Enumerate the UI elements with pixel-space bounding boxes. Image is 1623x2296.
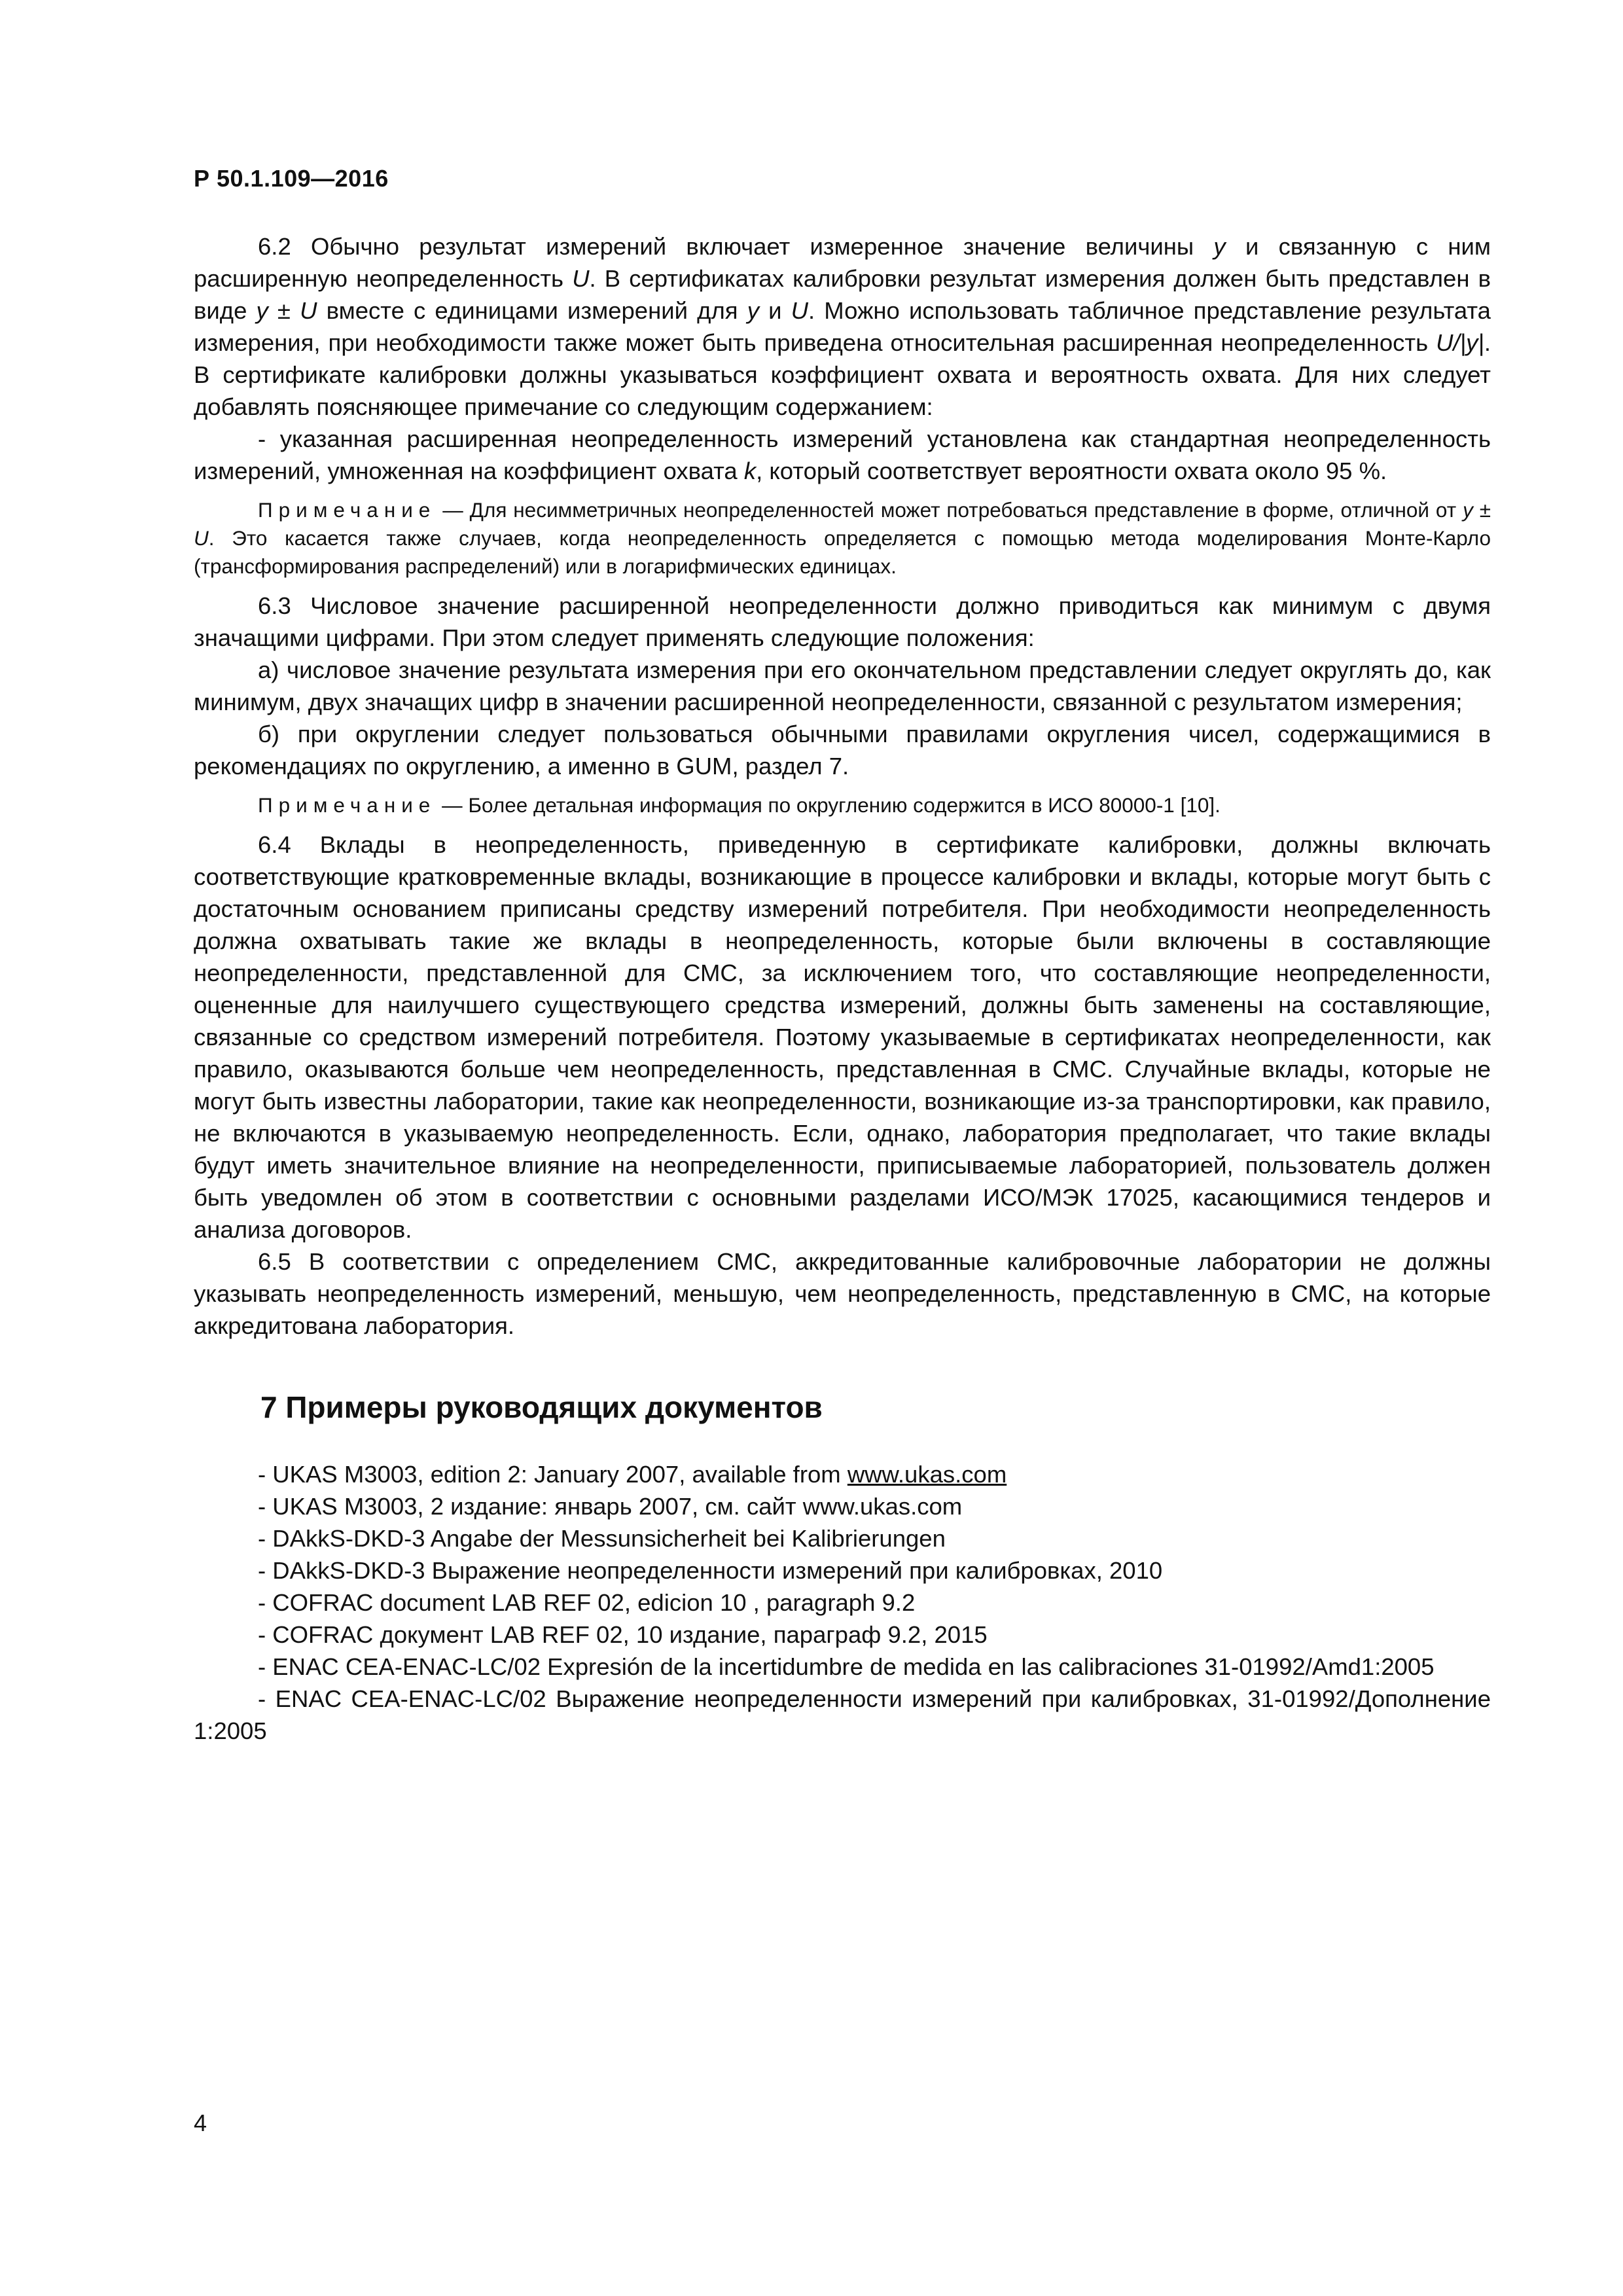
reference-item (194, 1458, 1491, 1490)
document-code: Р 50.1.109—2016 (194, 165, 389, 192)
text-run: 6.2 Обычно результат измерений включает измеренное значение величины (258, 233, 1214, 260)
section-7-title: 7 Примеры руководящих документов (260, 1390, 823, 1424)
formula-y-pm-u: y ± U (256, 297, 317, 324)
symbol-u: U (572, 265, 590, 292)
symbol-y: y (1213, 233, 1226, 260)
text-run: — Для несимметричных неопределенностей может потребоваться представление в форме, отличной от (436, 498, 1463, 522)
text-run: - указанная расширенная неопределенность измерений установлена как стандартная неопределенность измерений, умноженная на коэффициент охвата (194, 425, 1491, 484)
text-run: , который соответствует вероятности охвата около 95 %. (756, 457, 1387, 484)
note-6-2 (194, 496, 1491, 581)
text-run: . Это касается также случаев, когда неопределенность определяется с помощью метода моделирования Монте-Карло (трансформирования распределений) или в логарифмических единицах. (194, 526, 1491, 578)
paragraph-6-3-a: а) числовое значение результата измерения при его окончательном представлении следует округлять до, как минимум, двух значащих цифр в значении расширенной неопределенности, связанной с результатом измерения; (194, 656, 1491, 715)
reference-item: - UKAS M3003, 2 издание: январь 2007, см. сайт www.ukas.com (258, 1493, 963, 1520)
text-run: . В сертификатах калибровки результат измерения должен быть представлен в виде (194, 265, 1491, 324)
paragraph-6-2-statement (194, 423, 1491, 487)
note-label: Примечание (258, 793, 437, 817)
reference-item: - ENAC CEA-ENAC-LC/02 Выражение неопределенности измерений при калибровках, 31-01992/Дополнение 1:2005 (194, 1685, 1491, 1744)
text-run: . Можно использовать табличное представление результата измерения, при необходимости также может быть приведена относительная расширенная неопределенность (194, 297, 1491, 356)
text-run: . В сертификате калибровки должны указываться коэффициент охвата и вероятность охвата. Для них следует добавлять поясняющее примечание со следующим содержанием: (194, 329, 1491, 420)
text-run: вместе с единицами измерений для (317, 297, 747, 324)
paragraph-6-2 (194, 230, 1491, 423)
document-body (194, 230, 1491, 1747)
reference-item: - COFRAC документ LAB REF 02, 10 издание, параграф 9.2, 2015 (258, 1621, 988, 1648)
ukas-link[interactable]: www.ukas.com (847, 1461, 1007, 1488)
note-label: Примечание (258, 498, 437, 522)
paragraph-6-3-b: б) при округлении следует пользоваться обычными правилами округления чисел, содержащимися в рекомендациях по округлению, а именно в GUM, раздел 7. (194, 721, 1491, 780)
note-6-3 (194, 791, 1491, 819)
paragraph-6-3: 6.3 Числовое значение расширенной неопределенности должно приводиться как минимум с двумя значащими цифрами. При этом следует применять следующие положения: (194, 592, 1491, 651)
paragraph-6-5: 6.5 В соответствии с определением СМС, аккредитованные калибровочные лаборатории не должны указывать неопределенность измерений, меньшую, чем неопределенность, представленную в СМС, на которые аккредитована лаборатория. (194, 1248, 1491, 1339)
symbol-y: y (747, 297, 759, 324)
paragraph-6-4: 6.4 Вклады в неопределенность, приведенную в сертификате калибровки, должны включать соответствующие кратковременные вклады, возникающие в процессе калибровки и вклады, которые могут быть с достаточным основанием приписаны средству измерений потребителя. При необходимости неопределенность должна охватывать такие же вклады в неопределенность, которые были включены в составляющие неопределенности, представленной для СМС, за исключением того, что составляющие неопределенности, оцененные для наилучшего существующего средства измерений, должны быть заменены на составляющие, связанные со средством измерений потребителя. Поэтому указываемые в сертификатах неопределенности, как правило, оказываются больше чем неопределенность, представленная в СМС. Случайные вклады, которые не могут быть известны лаборатории, такие как неопределенности, возникающие из-за транспортировки, как правило, не включаются в указываемую неопределенность. Если, однако, лаборатория предполагает, что такие вклады будут иметь значительное влияние на неопределенности, приписываемые лабораторией, пользователь должен быть уведомлен об этом в соответствии с основными разделами ИСО/МЭК 17025, касающимися тендеров и анализа договоров. (194, 831, 1491, 1243)
formula-y-pm-u: y ± U (194, 498, 1491, 550)
formula-relative-uncertainty: U/|y| (1436, 329, 1484, 356)
reference-item: - DAkkS-DKD-3 Angabe der Messunsicherheit bei Kalibrierungen (258, 1525, 946, 1552)
reference-item: - COFRAC document LAB REF 02, edicion 10 , paragraph 9.2 (258, 1589, 916, 1616)
text-run: — Более детальная информация по округлению содержится в ИСО 80000-1 [10]. (436, 793, 1221, 817)
reference-item: - ENAC CEA-ENAC-LC/02 Expresión de la incertidumbre de medida en las calibraciones 31-01992/Amd1:2005 (258, 1653, 1435, 1680)
page-number: 4 (194, 2109, 207, 2136)
text-run: - UKAS M3003, edition 2: January 2007, available from (258, 1461, 847, 1488)
symbol-k: k (743, 457, 757, 484)
reference-item: - DAkkS-DKD-3 Выражение неопределенности измерений при калибровках, 2010 (258, 1557, 1163, 1584)
text-run: и (758, 297, 791, 324)
symbol-u: U (791, 297, 808, 324)
text-run: и связанную с ним расширенную неопределенность (194, 233, 1491, 292)
